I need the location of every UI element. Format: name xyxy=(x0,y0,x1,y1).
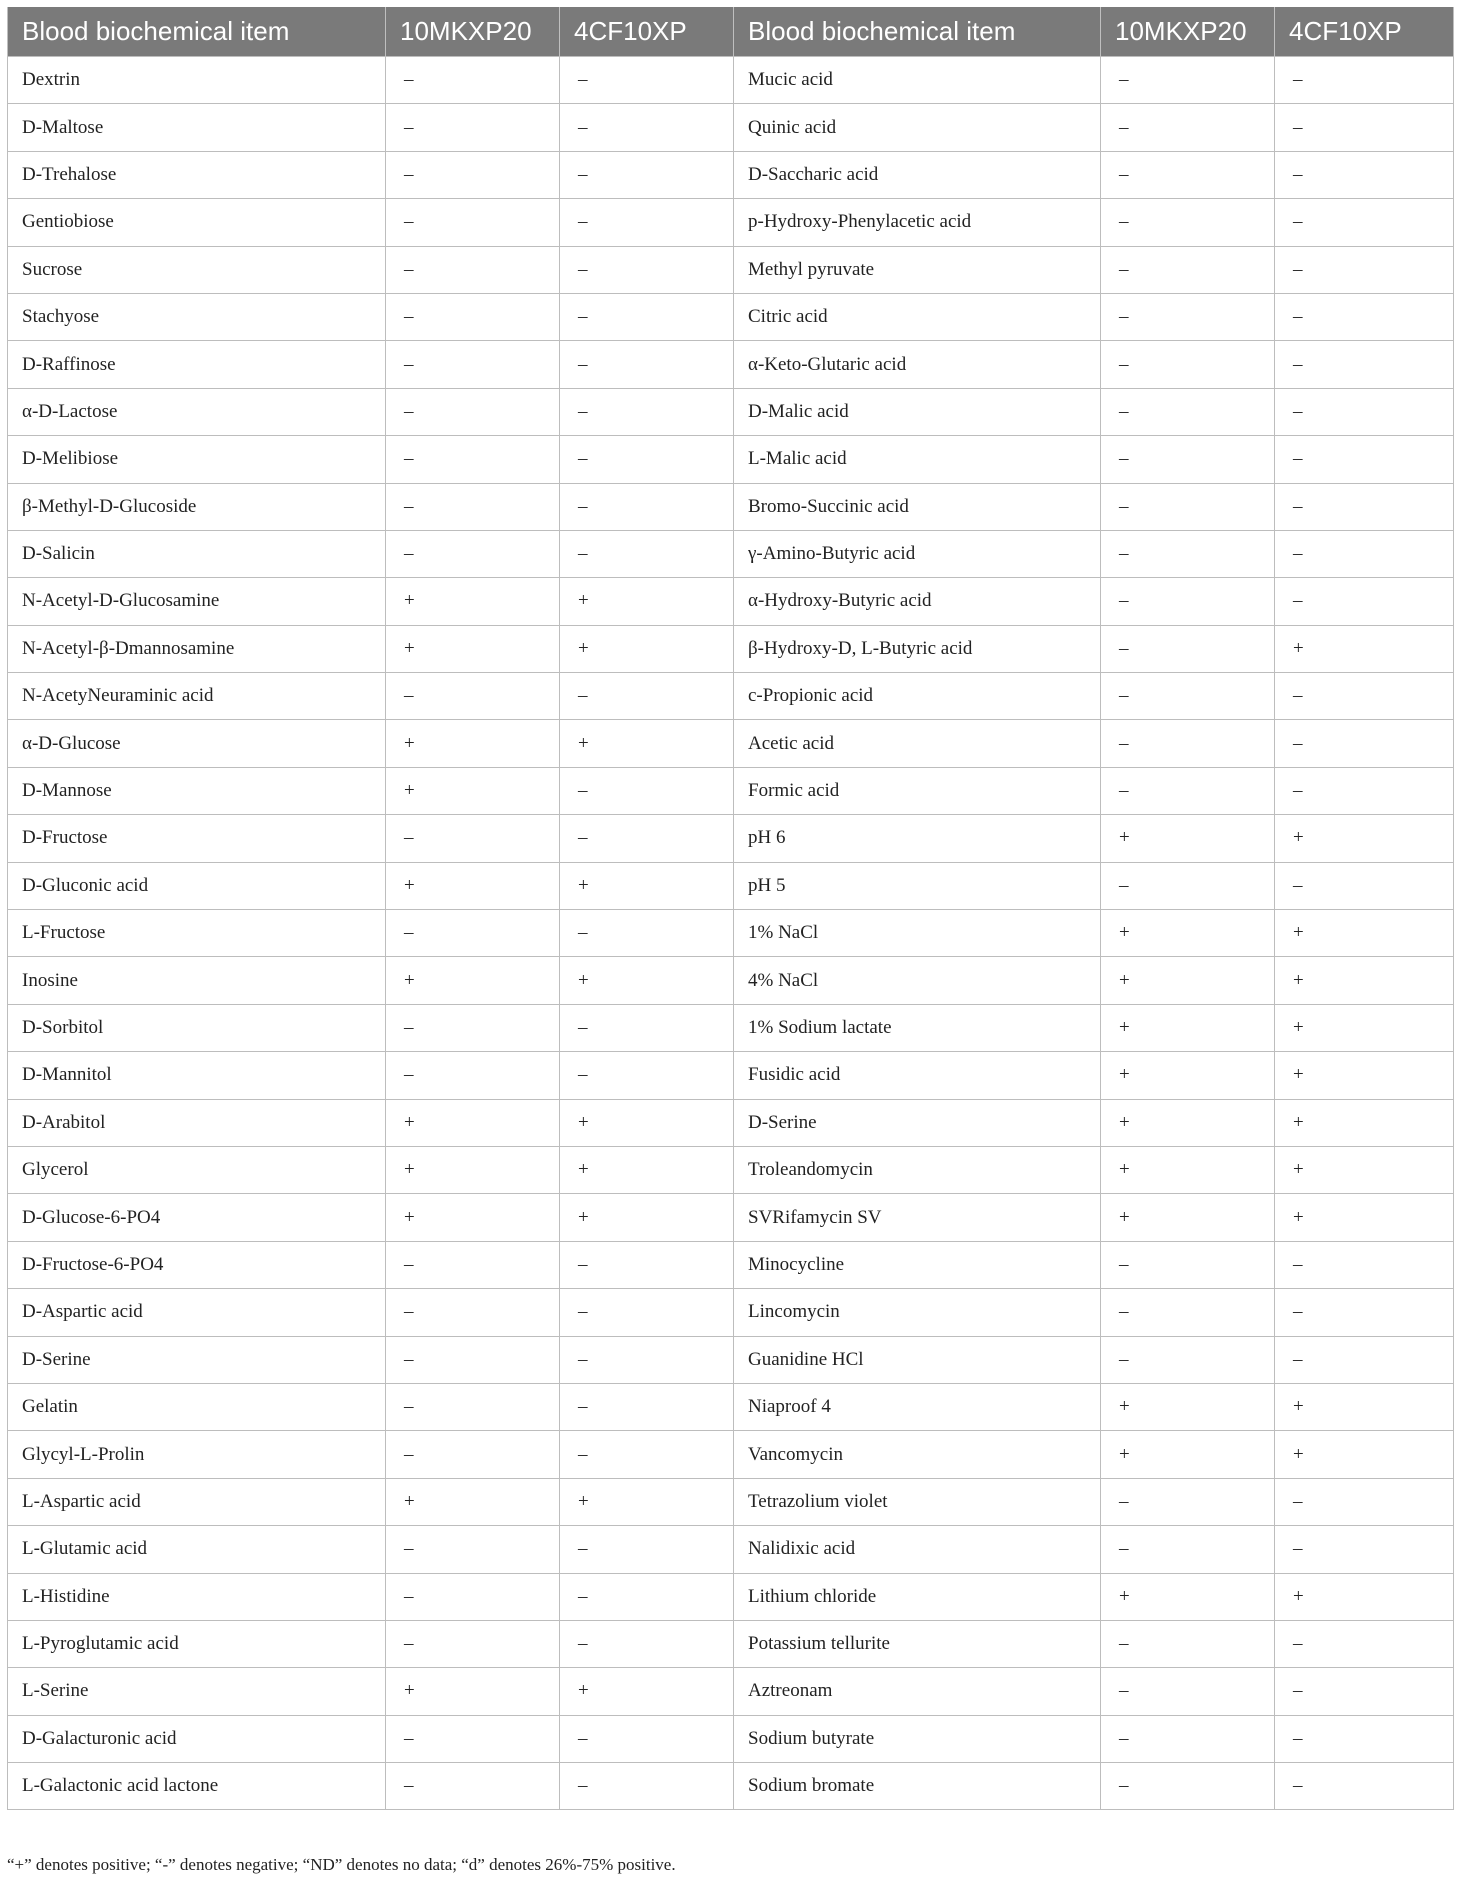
cell-item-left: N-Acetyl-β-Dmannosamine xyxy=(8,625,386,672)
cell-10mkxp20-left: + xyxy=(386,720,560,767)
cell-4cf10xp-right: + xyxy=(1275,1194,1454,1241)
cell-item-right: Acetic acid xyxy=(734,720,1101,767)
cell-4cf10xp-right: – xyxy=(1275,767,1454,814)
table-row xyxy=(8,720,1454,767)
cell-10mkxp20-right: + xyxy=(1101,1099,1275,1146)
cell-10mkxp20-left: – xyxy=(386,57,560,104)
table-row xyxy=(8,436,1454,483)
cell-10mkxp20-right: + xyxy=(1101,1052,1275,1099)
cell-10mkxp20-left: + xyxy=(386,625,560,672)
cell-item-left: L-Histidine xyxy=(8,1573,386,1620)
table-row xyxy=(8,1478,1454,1525)
header-10mkxp20-right: 10MKXP20 xyxy=(1101,7,1275,57)
cell-10mkxp20-right: + xyxy=(1101,1146,1275,1193)
cell-4cf10xp-left: + xyxy=(560,1478,734,1525)
table-row xyxy=(8,578,1454,625)
cell-4cf10xp-right: + xyxy=(1275,1004,1454,1051)
cell-10mkxp20-left: + xyxy=(386,578,560,625)
cell-item-left: D-Arabitol xyxy=(8,1099,386,1146)
cell-4cf10xp-right: + xyxy=(1275,1146,1454,1193)
cell-4cf10xp-right: + xyxy=(1275,625,1454,672)
cell-4cf10xp-left: – xyxy=(560,1526,734,1573)
cell-item-left: Glycyl-L-Prolin xyxy=(8,1431,386,1478)
cell-4cf10xp-left: – xyxy=(560,1573,734,1620)
table-row xyxy=(8,1289,1454,1336)
cell-4cf10xp-left: – xyxy=(560,910,734,957)
cell-4cf10xp-left: – xyxy=(560,57,734,104)
table-row xyxy=(8,1573,1454,1620)
table-row xyxy=(8,1336,1454,1383)
cell-10mkxp20-right: – xyxy=(1101,341,1275,388)
cell-10mkxp20-left: – xyxy=(386,151,560,198)
table-row xyxy=(8,246,1454,293)
cell-10mkxp20-left: – xyxy=(386,293,560,340)
cell-4cf10xp-left: + xyxy=(560,1194,734,1241)
cell-item-left: Gelatin xyxy=(8,1383,386,1430)
table-row xyxy=(8,1383,1454,1430)
cell-4cf10xp-left: – xyxy=(560,1336,734,1383)
cell-4cf10xp-right: – xyxy=(1275,293,1454,340)
cell-4cf10xp-right: – xyxy=(1275,436,1454,483)
cell-item-right: Sodium bromate xyxy=(734,1763,1101,1810)
cell-item-right: L-Malic acid xyxy=(734,436,1101,483)
cell-10mkxp20-right: – xyxy=(1101,625,1275,672)
table-row xyxy=(8,104,1454,151)
cell-item-left: α-D-Glucose xyxy=(8,720,386,767)
cell-4cf10xp-left: – xyxy=(560,1289,734,1336)
cell-4cf10xp-left: – xyxy=(560,767,734,814)
cell-10mkxp20-right: – xyxy=(1101,1336,1275,1383)
cell-item-left: D-Raffinose xyxy=(8,341,386,388)
table-row xyxy=(8,151,1454,198)
cell-4cf10xp-right: – xyxy=(1275,483,1454,530)
cell-4cf10xp-right: – xyxy=(1275,1336,1454,1383)
table-row xyxy=(8,1715,1454,1762)
cell-10mkxp20-left: – xyxy=(386,815,560,862)
cell-item-left: D-Mannose xyxy=(8,767,386,814)
cell-10mkxp20-left: – xyxy=(386,1336,560,1383)
cell-10mkxp20-right: + xyxy=(1101,815,1275,862)
cell-10mkxp20-right: – xyxy=(1101,246,1275,293)
cell-4cf10xp-left: – xyxy=(560,293,734,340)
cell-4cf10xp-right: – xyxy=(1275,1241,1454,1288)
table-row xyxy=(8,1620,1454,1667)
cell-4cf10xp-right: + xyxy=(1275,957,1454,1004)
table-container xyxy=(7,7,1453,1810)
cell-10mkxp20-left: + xyxy=(386,1668,560,1715)
cell-10mkxp20-right: – xyxy=(1101,673,1275,720)
cell-4cf10xp-left: + xyxy=(560,625,734,672)
cell-10mkxp20-left: – xyxy=(386,1289,560,1336)
cell-item-left: D-Fructose xyxy=(8,815,386,862)
cell-item-right: Fusidic acid xyxy=(734,1052,1101,1099)
cell-4cf10xp-right: – xyxy=(1275,341,1454,388)
cell-item-right: Troleandomycin xyxy=(734,1146,1101,1193)
cell-10mkxp20-right: – xyxy=(1101,388,1275,435)
cell-item-right: Formic acid xyxy=(734,767,1101,814)
cell-10mkxp20-left: – xyxy=(386,1052,560,1099)
table-row xyxy=(8,862,1454,909)
table-row xyxy=(8,1431,1454,1478)
cell-4cf10xp-right: – xyxy=(1275,1620,1454,1667)
table-row xyxy=(8,293,1454,340)
cell-item-left: β-Methyl-D-Glucoside xyxy=(8,483,386,530)
cell-4cf10xp-right: – xyxy=(1275,388,1454,435)
cell-item-right: Citric acid xyxy=(734,293,1101,340)
cell-item-right: D-Saccharic acid xyxy=(734,151,1101,198)
cell-10mkxp20-left: – xyxy=(386,1004,560,1051)
cell-4cf10xp-left: – xyxy=(560,341,734,388)
cell-item-right: Vancomycin xyxy=(734,1431,1101,1478)
cell-4cf10xp-right: – xyxy=(1275,720,1454,767)
table-row xyxy=(8,1526,1454,1573)
cell-10mkxp20-right: – xyxy=(1101,104,1275,151)
cell-4cf10xp-left: + xyxy=(560,1146,734,1193)
cell-4cf10xp-left: – xyxy=(560,436,734,483)
cell-4cf10xp-left: – xyxy=(560,1763,734,1810)
cell-item-left: α-D-Lactose xyxy=(8,388,386,435)
cell-10mkxp20-right: + xyxy=(1101,1004,1275,1051)
cell-item-right: p-Hydroxy-Phenylacetic acid xyxy=(734,199,1101,246)
cell-item-right: 4% NaCl xyxy=(734,957,1101,1004)
cell-4cf10xp-right: – xyxy=(1275,1668,1454,1715)
cell-4cf10xp-right: + xyxy=(1275,1052,1454,1099)
cell-4cf10xp-left: + xyxy=(560,1099,734,1146)
cell-item-left: D-Fructose-6-PO4 xyxy=(8,1241,386,1288)
cell-4cf10xp-left: + xyxy=(560,720,734,767)
cell-item-right: Bromo-Succinic acid xyxy=(734,483,1101,530)
cell-4cf10xp-right: + xyxy=(1275,910,1454,957)
cell-item-right: 1% NaCl xyxy=(734,910,1101,957)
cell-4cf10xp-left: + xyxy=(560,862,734,909)
table-footnote: “+” denotes positive; “-” denotes negative; “ND” denotes no data; “d” denotes 26%-75% positive. xyxy=(7,1855,676,1874)
cell-10mkxp20-right: – xyxy=(1101,862,1275,909)
cell-10mkxp20-left: – xyxy=(386,104,560,151)
cell-4cf10xp-right: – xyxy=(1275,1478,1454,1525)
table-row xyxy=(8,530,1454,577)
cell-item-left: L-Aspartic acid xyxy=(8,1478,386,1525)
cell-10mkxp20-left: – xyxy=(386,530,560,577)
cell-10mkxp20-left: + xyxy=(386,1478,560,1525)
biochemical-table xyxy=(7,7,1454,1810)
cell-item-right: α-Keto-Glutaric acid xyxy=(734,341,1101,388)
table-row xyxy=(8,1052,1454,1099)
cell-item-right: Lithium chloride xyxy=(734,1573,1101,1620)
cell-10mkxp20-left: – xyxy=(386,1715,560,1762)
cell-item-right: Niaproof 4 xyxy=(734,1383,1101,1430)
cell-4cf10xp-right: + xyxy=(1275,1573,1454,1620)
cell-item-right: SVRifamycin SV xyxy=(734,1194,1101,1241)
cell-10mkxp20-left: + xyxy=(386,862,560,909)
cell-item-left: D-Gluconic acid xyxy=(8,862,386,909)
table-row xyxy=(8,388,1454,435)
cell-item-right: pH 6 xyxy=(734,815,1101,862)
cell-4cf10xp-left: + xyxy=(560,957,734,1004)
cell-10mkxp20-right: – xyxy=(1101,1526,1275,1573)
cell-10mkxp20-left: – xyxy=(386,1620,560,1667)
table-row xyxy=(8,1668,1454,1715)
cell-4cf10xp-left: – xyxy=(560,1004,734,1051)
cell-item-left: D-Serine xyxy=(8,1336,386,1383)
cell-item-right: Minocycline xyxy=(734,1241,1101,1288)
cell-item-left: Inosine xyxy=(8,957,386,1004)
cell-10mkxp20-right: – xyxy=(1101,578,1275,625)
cell-10mkxp20-left: – xyxy=(386,388,560,435)
cell-4cf10xp-left: – xyxy=(560,246,734,293)
cell-4cf10xp-left: – xyxy=(560,151,734,198)
table-row xyxy=(8,767,1454,814)
cell-4cf10xp-right: – xyxy=(1275,1715,1454,1762)
table-row xyxy=(8,1241,1454,1288)
cell-10mkxp20-left: – xyxy=(386,436,560,483)
cell-4cf10xp-left: – xyxy=(560,1383,734,1430)
cell-item-left: L-Pyroglutamic acid xyxy=(8,1620,386,1667)
cell-item-right: D-Malic acid xyxy=(734,388,1101,435)
cell-item-right: 1% Sodium lactate xyxy=(734,1004,1101,1051)
table-row xyxy=(8,341,1454,388)
cell-10mkxp20-right: + xyxy=(1101,1383,1275,1430)
cell-item-right: pH 5 xyxy=(734,862,1101,909)
cell-4cf10xp-left: + xyxy=(560,1668,734,1715)
cell-item-left: D-Mannitol xyxy=(8,1052,386,1099)
cell-4cf10xp-left: – xyxy=(560,199,734,246)
table-row xyxy=(8,1194,1454,1241)
cell-item-left: D-Salicin xyxy=(8,530,386,577)
cell-item-right: β-Hydroxy-D, L-Butyric acid xyxy=(734,625,1101,672)
cell-4cf10xp-right: + xyxy=(1275,1099,1454,1146)
cell-4cf10xp-right: – xyxy=(1275,530,1454,577)
cell-10mkxp20-left: – xyxy=(386,1241,560,1288)
cell-4cf10xp-left: – xyxy=(560,104,734,151)
cell-10mkxp20-left: – xyxy=(386,341,560,388)
cell-10mkxp20-left: – xyxy=(386,246,560,293)
cell-10mkxp20-right: – xyxy=(1101,767,1275,814)
cell-10mkxp20-right: – xyxy=(1101,1715,1275,1762)
cell-4cf10xp-left: – xyxy=(560,1715,734,1762)
cell-item-left: L-Serine xyxy=(8,1668,386,1715)
cell-10mkxp20-right: – xyxy=(1101,1289,1275,1336)
cell-10mkxp20-left: + xyxy=(386,1194,560,1241)
cell-item-left: Stachyose xyxy=(8,293,386,340)
cell-4cf10xp-right: – xyxy=(1275,199,1454,246)
header-4cf10xp-left: 4CF10XP xyxy=(560,7,734,57)
cell-4cf10xp-right: – xyxy=(1275,246,1454,293)
cell-item-left: D-Galacturonic acid xyxy=(8,1715,386,1762)
cell-4cf10xp-left: – xyxy=(560,1241,734,1288)
cell-10mkxp20-left: – xyxy=(386,199,560,246)
cell-4cf10xp-left: – xyxy=(560,1620,734,1667)
cell-4cf10xp-right: – xyxy=(1275,673,1454,720)
cell-10mkxp20-right: + xyxy=(1101,1573,1275,1620)
cell-10mkxp20-right: – xyxy=(1101,436,1275,483)
cell-10mkxp20-right: – xyxy=(1101,1478,1275,1525)
cell-10mkxp20-left: – xyxy=(386,1573,560,1620)
cell-10mkxp20-right: – xyxy=(1101,293,1275,340)
cell-10mkxp20-right: – xyxy=(1101,483,1275,530)
cell-item-right: γ-Amino-Butyric acid xyxy=(734,530,1101,577)
cell-10mkxp20-left: + xyxy=(386,1146,560,1193)
cell-item-left: Sucrose xyxy=(8,246,386,293)
cell-10mkxp20-left: – xyxy=(386,1383,560,1430)
cell-10mkxp20-right: + xyxy=(1101,910,1275,957)
cell-10mkxp20-right: – xyxy=(1101,1763,1275,1810)
cell-10mkxp20-left: – xyxy=(386,910,560,957)
cell-item-right: Lincomycin xyxy=(734,1289,1101,1336)
cell-item-left: D-Maltose xyxy=(8,104,386,151)
table-row xyxy=(8,910,1454,957)
cell-item-left: D-Sorbitol xyxy=(8,1004,386,1051)
cell-item-left: N-AcetyNeuraminic acid xyxy=(8,673,386,720)
cell-10mkxp20-left: + xyxy=(386,957,560,1004)
cell-4cf10xp-right: + xyxy=(1275,815,1454,862)
cell-10mkxp20-right: – xyxy=(1101,151,1275,198)
cell-10mkxp20-right: – xyxy=(1101,530,1275,577)
cell-4cf10xp-right: – xyxy=(1275,1526,1454,1573)
cell-item-right: c-Propionic acid xyxy=(734,673,1101,720)
cell-4cf10xp-right: + xyxy=(1275,1383,1454,1430)
table-row xyxy=(8,1004,1454,1051)
cell-10mkxp20-right: + xyxy=(1101,957,1275,1004)
cell-4cf10xp-left: + xyxy=(560,578,734,625)
cell-4cf10xp-left: – xyxy=(560,815,734,862)
cell-4cf10xp-right: – xyxy=(1275,151,1454,198)
cell-item-left: D-Trehalose xyxy=(8,151,386,198)
cell-4cf10xp-right: – xyxy=(1275,862,1454,909)
cell-4cf10xp-left: – xyxy=(560,1052,734,1099)
cell-10mkxp20-left: – xyxy=(386,1431,560,1478)
cell-10mkxp20-right: – xyxy=(1101,1620,1275,1667)
cell-item-left: Glycerol xyxy=(8,1146,386,1193)
cell-10mkxp20-right: – xyxy=(1101,57,1275,104)
cell-item-left: L-Galactonic acid lactone xyxy=(8,1763,386,1810)
cell-item-right: Sodium butyrate xyxy=(734,1715,1101,1762)
cell-4cf10xp-right: – xyxy=(1275,1289,1454,1336)
cell-10mkxp20-left: – xyxy=(386,1763,560,1810)
cell-4cf10xp-right: + xyxy=(1275,1431,1454,1478)
cell-10mkxp20-left: + xyxy=(386,1099,560,1146)
cell-4cf10xp-left: – xyxy=(560,1431,734,1478)
cell-item-left: D-Glucose-6-PO4 xyxy=(8,1194,386,1241)
cell-10mkxp20-left: – xyxy=(386,673,560,720)
header-row xyxy=(8,7,1454,57)
cell-10mkxp20-right: + xyxy=(1101,1194,1275,1241)
cell-10mkxp20-right: – xyxy=(1101,1241,1275,1288)
cell-item-left: N-Acetyl-D-Glucosamine xyxy=(8,578,386,625)
cell-item-left: L-Glutamic acid xyxy=(8,1526,386,1573)
cell-4cf10xp-right: – xyxy=(1275,104,1454,151)
table-row xyxy=(8,1099,1454,1146)
cell-item-right: Potassium tellurite xyxy=(734,1620,1101,1667)
cell-10mkxp20-right: + xyxy=(1101,1431,1275,1478)
cell-4cf10xp-left: – xyxy=(560,483,734,530)
header-4cf10xp-right: 4CF10XP xyxy=(1275,7,1454,57)
cell-item-right: Guanidine HCl xyxy=(734,1336,1101,1383)
cell-item-right: Quinic acid xyxy=(734,104,1101,151)
table-row xyxy=(8,1763,1454,1810)
table-row xyxy=(8,57,1454,104)
table-row xyxy=(8,957,1454,1004)
cell-10mkxp20-left: – xyxy=(386,483,560,530)
cell-4cf10xp-right: – xyxy=(1275,578,1454,625)
cell-10mkxp20-right: – xyxy=(1101,1668,1275,1715)
cell-item-right: Aztreonam xyxy=(734,1668,1101,1715)
header-item-left: Blood biochemical item xyxy=(8,7,386,57)
cell-item-right: Nalidixic acid xyxy=(734,1526,1101,1573)
cell-item-left: L-Fructose xyxy=(8,910,386,957)
table-row xyxy=(8,1146,1454,1193)
header-10mkxp20-left: 10MKXP20 xyxy=(386,7,560,57)
table-row xyxy=(8,815,1454,862)
cell-4cf10xp-left: – xyxy=(560,530,734,577)
cell-item-left: Gentiobiose xyxy=(8,199,386,246)
cell-4cf10xp-left: – xyxy=(560,388,734,435)
cell-10mkxp20-left: – xyxy=(386,1526,560,1573)
cell-item-left: Dextrin xyxy=(8,57,386,104)
cell-10mkxp20-right: – xyxy=(1101,720,1275,767)
cell-item-right: Tetrazolium violet xyxy=(734,1478,1101,1525)
table-body xyxy=(8,57,1454,1810)
cell-10mkxp20-left: + xyxy=(386,767,560,814)
cell-item-right: Methyl pyruvate xyxy=(734,246,1101,293)
cell-item-left: D-Aspartic acid xyxy=(8,1289,386,1336)
cell-4cf10xp-right: – xyxy=(1275,57,1454,104)
cell-item-right: Mucic acid xyxy=(734,57,1101,104)
cell-item-right: D-Serine xyxy=(734,1099,1101,1146)
table-row xyxy=(8,199,1454,246)
header-item-right: Blood biochemical item xyxy=(734,7,1101,57)
cell-4cf10xp-right: – xyxy=(1275,1763,1454,1810)
table-row xyxy=(8,625,1454,672)
table-row xyxy=(8,483,1454,530)
cell-10mkxp20-right: – xyxy=(1101,199,1275,246)
table-row xyxy=(8,673,1454,720)
cell-4cf10xp-left: – xyxy=(560,673,734,720)
cell-item-left: D-Melibiose xyxy=(8,436,386,483)
cell-item-right: α-Hydroxy-Butyric acid xyxy=(734,578,1101,625)
